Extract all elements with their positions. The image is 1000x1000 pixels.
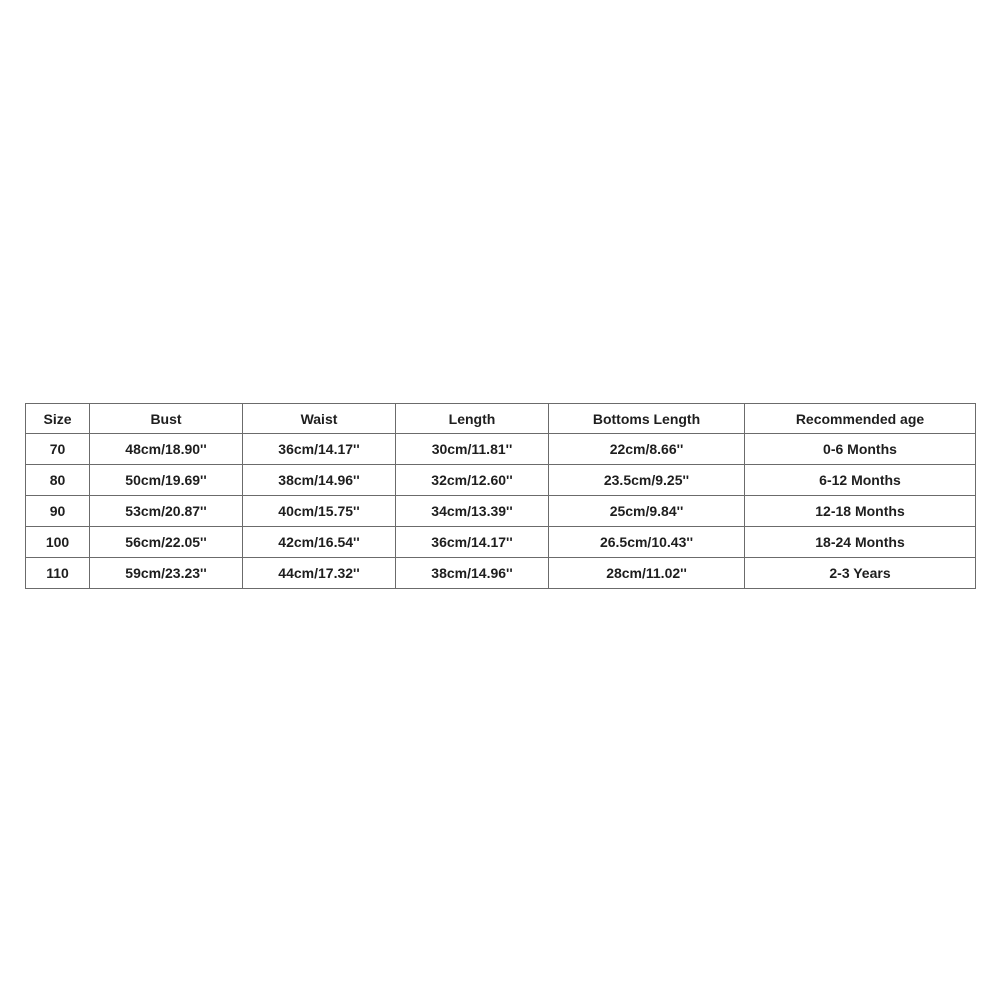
cell-length: 30cm/11.81'' bbox=[396, 434, 549, 465]
cell-length: 32cm/12.60'' bbox=[396, 465, 549, 496]
cell-recommended-age: 0-6 Months bbox=[745, 434, 976, 465]
cell-bust: 59cm/23.23'' bbox=[90, 558, 243, 589]
table-row bbox=[26, 558, 976, 589]
cell-recommended-age: 12-18 Months bbox=[745, 496, 976, 527]
table-row bbox=[26, 527, 976, 558]
table-row bbox=[26, 465, 976, 496]
size-chart-table bbox=[25, 403, 976, 589]
header-bottoms-length: Bottoms Length bbox=[549, 404, 745, 434]
header-size: Size bbox=[26, 404, 90, 434]
header-recommended-age: Recommended age bbox=[745, 404, 976, 434]
cell-waist: 36cm/14.17'' bbox=[243, 434, 396, 465]
cell-waist: 38cm/14.96'' bbox=[243, 465, 396, 496]
cell-bust: 48cm/18.90'' bbox=[90, 434, 243, 465]
cell-recommended-age: 2-3 Years bbox=[745, 558, 976, 589]
cell-bottoms-length: 22cm/8.66'' bbox=[549, 434, 745, 465]
header-waist: Waist bbox=[243, 404, 396, 434]
cell-waist: 42cm/16.54'' bbox=[243, 527, 396, 558]
table-row bbox=[26, 496, 976, 527]
header-row bbox=[26, 404, 976, 434]
cell-waist: 44cm/17.32'' bbox=[243, 558, 396, 589]
header-length: Length bbox=[396, 404, 549, 434]
cell-size: 90 bbox=[26, 496, 90, 527]
cell-size: 80 bbox=[26, 465, 90, 496]
cell-bust: 56cm/22.05'' bbox=[90, 527, 243, 558]
cell-size: 110 bbox=[26, 558, 90, 589]
cell-bottoms-length: 23.5cm/9.25'' bbox=[549, 465, 745, 496]
cell-bust: 50cm/19.69'' bbox=[90, 465, 243, 496]
header-bust: Bust bbox=[90, 404, 243, 434]
cell-length: 38cm/14.96'' bbox=[396, 558, 549, 589]
cell-length: 34cm/13.39'' bbox=[396, 496, 549, 527]
cell-bust: 53cm/20.87'' bbox=[90, 496, 243, 527]
cell-length: 36cm/14.17'' bbox=[396, 527, 549, 558]
cell-recommended-age: 6-12 Months bbox=[745, 465, 976, 496]
cell-size: 100 bbox=[26, 527, 90, 558]
table-row bbox=[26, 434, 976, 465]
cell-bottoms-length: 26.5cm/10.43'' bbox=[549, 527, 745, 558]
cell-recommended-age: 18-24 Months bbox=[745, 527, 976, 558]
cell-bottoms-length: 28cm/11.02'' bbox=[549, 558, 745, 589]
cell-size: 70 bbox=[26, 434, 90, 465]
cell-waist: 40cm/15.75'' bbox=[243, 496, 396, 527]
cell-bottoms-length: 25cm/9.84'' bbox=[549, 496, 745, 527]
